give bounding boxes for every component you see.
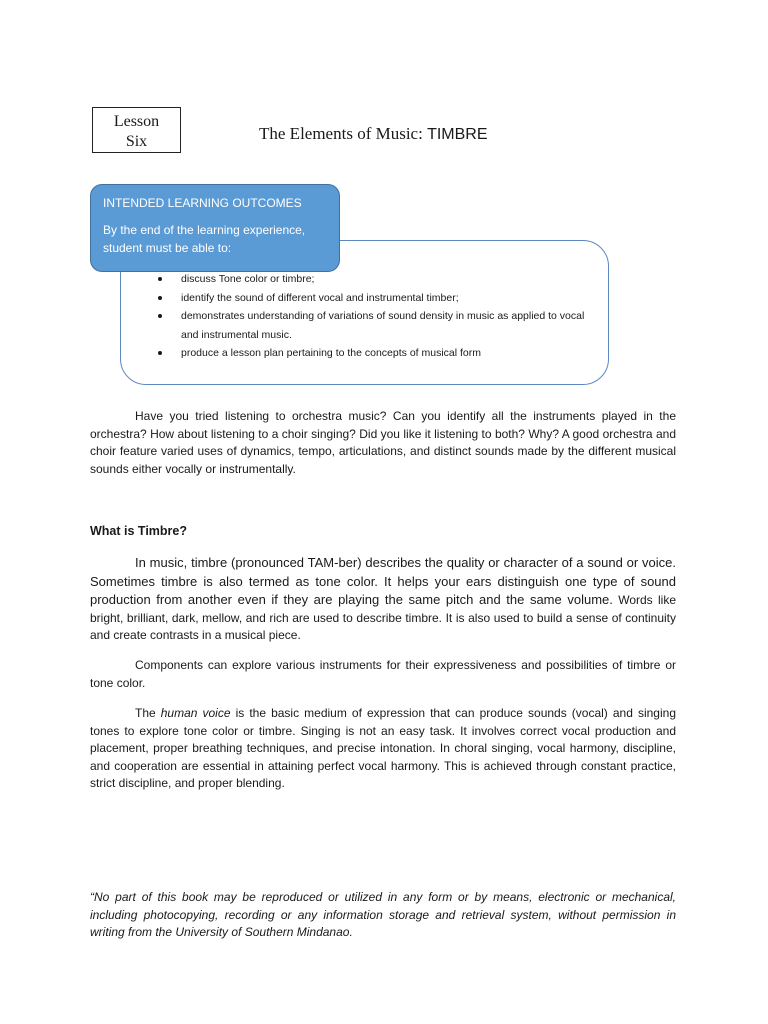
timbre-definition-lead: In music, timbre (pronounced TAM-ber) describes the quality or character of a sound or voice. Sometimes timbre is also termed as tone color. It helps your ears distinguish one type of sound production from another even if they are playing the same pitch and the same volume. [90,555,676,607]
copyright-notice: “No part of this book may be reproduced or utilized in any form or by means, electronic or mechanical, including photocopying, recording or any information storage and retrieval system, without permission in writing from the University of Southern Mindanao. [90,890,676,939]
components-paragraph-text: Components can explore various instruments for their expressiveness and possibilities of timbre or tone color. [90,658,676,690]
learning-outcomes-heading: INTENDED LEARNING OUTCOMES [103,196,302,210]
outcome-item: discuss Tone color or timbre; [158,270,598,289]
intro-paragraph [90,408,676,478]
outcome-item: identify the sound of different vocal and instrumental timber; [158,289,598,308]
lesson-label-line1: Lesson [113,113,160,130]
human-voice-paragraph [90,705,676,793]
lesson-label-line2: Six [125,133,148,150]
human-voice-rest: is the basic medium of expression that can produce sounds (vocal) and singing tones to explore tone color or timbre. Singing is not an easy task. It involves correct vocal production and placement, proper breathing techniques, and precise intonation. In choral singing, vocal harmony, discipline, and cooperation are essential in attaining perfect vocal harmony. This is achieved through constant practice, strict discipline, and proper blending. [90,706,676,790]
intro-paragraph-text: Have you tried listening to orchestra music? Can you identify all the instruments played in the orchestra? How about listening to a choir singing? Did you like it listening to both? Why? A good orchestra and choir feature varied uses of dynamics, tempo, articulations, and distinct sounds made by the different musical sounds either vocally or instrumentally. [90,409,676,476]
title-prefix: The Elements of Music: [259,124,428,143]
section-heading: What is Timbre? [90,524,188,538]
human-voice-start: The [135,706,161,720]
timbre-definition-paragraph [90,554,676,645]
learning-outcomes-list [158,270,598,363]
learning-outcomes-header [90,184,340,272]
human-voice-emphasis: human voice [160,706,231,720]
page-title [259,124,488,144]
lesson-label-box [92,107,181,153]
outcome-item: produce a lesson plan pertaining to the concepts of musical form [158,344,598,363]
learning-outcomes-intro: By the end of the learning experience, student must be able to: [103,223,306,255]
outcome-item: demonstrates understanding of variations of sound density in music as applied to vocal and instrumental music. [158,307,598,344]
title-topic: TIMBRE [427,126,488,143]
timbre-definition-rest: Words like bright, brilliant, dark, mellow, and rich are used to describe timbre. It is also used to build a sense of continuity and create contrasts in a musical piece. [90,593,676,642]
components-paragraph [90,657,676,692]
